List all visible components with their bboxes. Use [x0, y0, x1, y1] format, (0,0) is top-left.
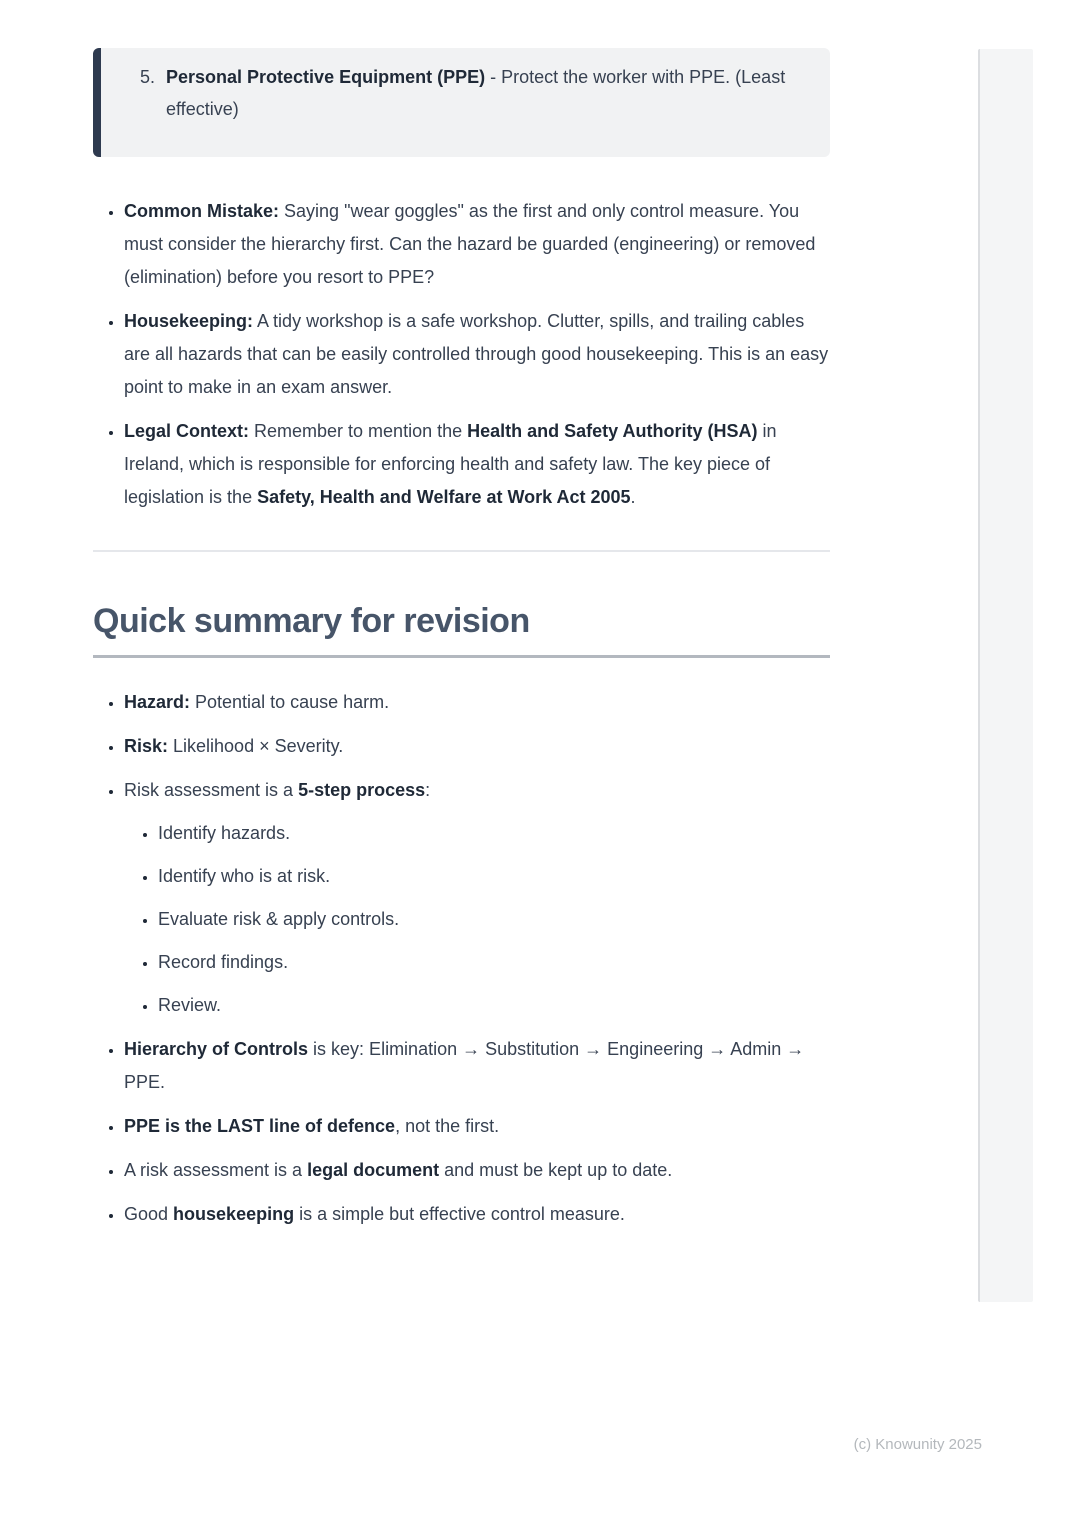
text-segment: Legal Context: [124, 421, 250, 441]
text-segment: Risk assessment is a [124, 780, 299, 800]
note-item-common-mistake [124, 195, 830, 294]
text-segment: : [425, 780, 431, 800]
summary-item-legal-document [124, 1154, 830, 1187]
text-segment: Likelihood × Severity. [168, 736, 344, 756]
process-step-identify-who: • Identify who is at risk. [158, 860, 830, 893]
text-segment: Good [124, 1204, 174, 1224]
text-segment: - Protect the worker with PPE. (Least effective) [166, 67, 786, 119]
summary-list [93, 686, 830, 1231]
text-segment: Health and Safety Authority (HSA) [467, 421, 758, 441]
text-segment: in Ireland, which is responsible for enforcing health and safety law. The key piece of legislation is the [124, 421, 777, 507]
process-steps-list [124, 817, 830, 1022]
quote-callout [93, 48, 830, 157]
text-segment: , not the first. [395, 1116, 500, 1136]
text-segment: Personal Protective Equipment (PPE) [166, 67, 486, 87]
callout-text [166, 61, 802, 125]
callout-list-item [140, 61, 802, 125]
text-segment: A risk assessment is a [124, 1160, 308, 1180]
text-segment: Housekeeping: [124, 311, 254, 331]
summary-item-hierarchy [124, 1033, 830, 1099]
summary-item-hazard [124, 686, 830, 719]
text-segment: and must be kept up to date. [439, 1160, 673, 1180]
text-segment: Common Mistake: [124, 201, 280, 221]
text-segment: housekeeping [173, 1204, 295, 1224]
text-segment: Risk: [124, 736, 169, 756]
document-content [93, 0, 830, 1242]
text-segment: is key: Elimination → Substitution → Engineering → Admin → PPE. [124, 1039, 805, 1092]
text-segment: Remember to mention the [249, 421, 468, 441]
summary-item-process-text [124, 780, 430, 800]
copyright-text: (c) Knowunity 2025 [853, 1436, 982, 1453]
section-divider [93, 550, 830, 552]
text-segment: is a simple but effective control measure. [294, 1204, 625, 1224]
process-step-review: • Review. [158, 989, 830, 1022]
text-segment: PPE is the LAST line of defence [124, 1116, 396, 1136]
summary-item-process [124, 774, 830, 1022]
text-segment: . [630, 487, 636, 507]
summary-item-risk [124, 730, 830, 763]
text-segment: A tidy workshop is a safe workshop. Clutter, spills, and trailing cables are all hazards that can be easily controlled through good housekeeping. This is an easy point to make in an exam answer. [124, 311, 829, 397]
text-segment: Potential to cause harm. [190, 692, 390, 712]
text-segment: legal document [307, 1160, 440, 1180]
text-segment: 5-step process [298, 780, 426, 800]
section-heading: Quick summary for revision [93, 602, 830, 658]
note-item-legal-context [124, 415, 830, 514]
note-item-housekeeping [124, 305, 830, 404]
text-segment: Hierarchy of Controls [124, 1039, 309, 1059]
text-segment: Hazard: [124, 692, 191, 712]
notes-list [93, 195, 830, 514]
callout-list-number: 5. [140, 67, 156, 87]
summary-item-ppe-last [124, 1110, 830, 1143]
next-page-edge[interactable] [978, 49, 1033, 1302]
process-step-evaluate: • Evaluate risk & apply controls. [158, 903, 830, 936]
process-step-record: • Record findings. [158, 946, 830, 979]
process-step-identify-hazards: • Identify hazards. [158, 817, 830, 850]
text-segment: Safety, Health and Welfare at Work Act 2005 [257, 487, 631, 507]
summary-item-good-housekeeping [124, 1198, 830, 1231]
text-segment: Saying "wear goggles" as the first and only control measure. You must consider the hierarchy first. Can the hazard be guarded (engineering) or removed (elimination) before you resort to PPE? [124, 201, 816, 287]
